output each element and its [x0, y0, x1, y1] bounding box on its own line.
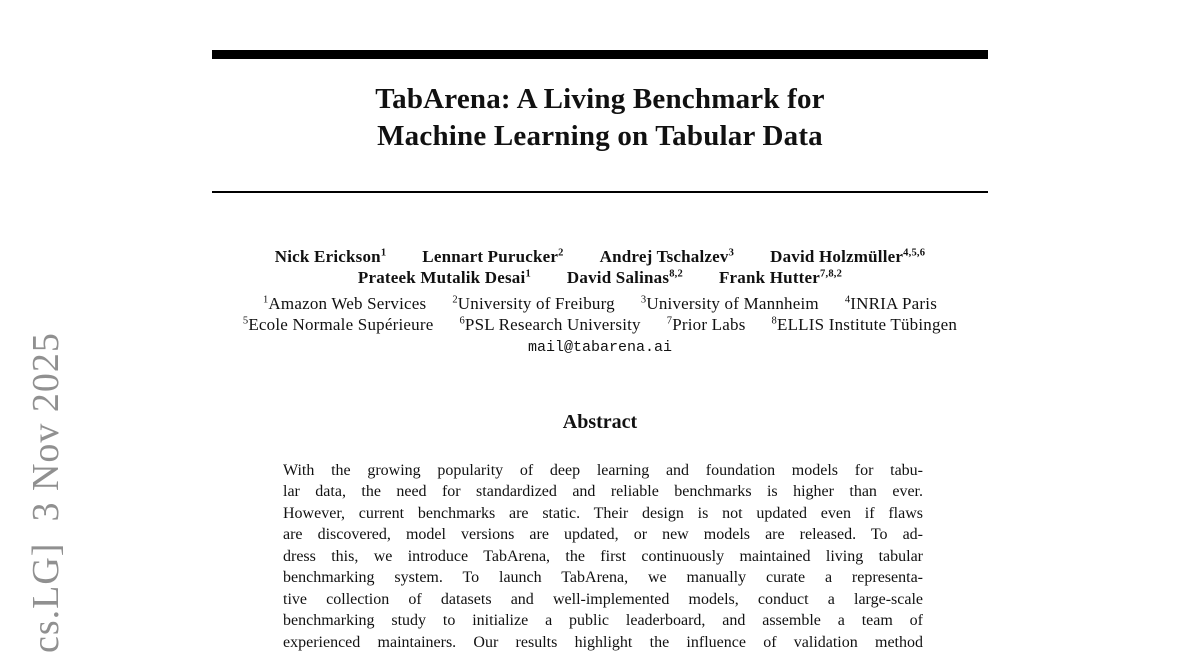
author-name-text: David Holzmüller [770, 247, 904, 266]
affiliation-item [459, 314, 640, 335]
paper-title [0, 81, 1200, 155]
author-name-text: Andrej Tschalzev [599, 247, 729, 266]
abstract-line: experienced maintainers. Our results highlight the influence of validation method [283, 633, 923, 651]
affiliation-item [452, 293, 615, 314]
affiliation-sup: 4 [844, 294, 851, 306]
title-rule-bottom [212, 191, 988, 193]
affiliation-name: ELLIS Institute Tübingen [777, 315, 958, 334]
abstract-line: With the growing popularity of deep learning and foundation models for tabu- [283, 462, 923, 479]
affiliation-item [263, 293, 426, 314]
affiliation-sup: 8 [771, 315, 777, 327]
affiliation-item [845, 293, 937, 314]
title-rule-top [212, 50, 988, 59]
affiliation-sup: 6 [459, 315, 465, 327]
affiliation-name: Amazon Web Services [268, 294, 427, 313]
author-sup: 3 [728, 247, 735, 259]
abstract-line: are discovered, model versions are updated, or new models are released. To ad- [283, 526, 923, 544]
author-name [567, 267, 683, 288]
contact-email: mail@tabarena.ai [527, 339, 673, 356]
author-name [600, 246, 734, 267]
abstract-line: However, current benchmarks are static. Their design is not updated even if flaws [283, 504, 923, 522]
author-name-text: Prateek Mutalik Desai [357, 268, 526, 287]
affiliation-row-1 [0, 293, 1200, 314]
affiliation-sup: 3 [640, 294, 647, 306]
abstract-line: benchmarking system. To launch TabArena, we manually curate a representa- [283, 569, 923, 587]
author-sup: 1 [380, 247, 387, 259]
author-name-text: Frank Hutter [718, 268, 821, 287]
paper-title-line1: TabArena: A Living Benchmark for [375, 83, 825, 115]
abstract-line: tive collection of datasets and well-implemented models, conduct a large-scale [283, 590, 923, 608]
affiliation-name: INRIA Paris [850, 294, 938, 313]
author-sup: 7,8,2 [820, 268, 843, 280]
author-name [770, 246, 925, 267]
abstract-line: benchmarking study to initialize a public leaderboard, and assemble a team of [283, 612, 923, 630]
abstract-line: dress this, we introduce TabArena, the first continuously maintained living tabular [283, 547, 923, 565]
author-sup: 4,5,6 [903, 247, 926, 259]
author-name-text: David Salinas [566, 268, 670, 287]
affiliation-name: Ecole Normale Supérieure [248, 315, 434, 334]
affiliation-sup: 1 [262, 294, 269, 306]
affiliation-sup: 7 [666, 315, 673, 327]
author-sup: 8,2 [669, 268, 683, 280]
affiliation-name: Prior Labs [672, 315, 746, 334]
author-name-text: Nick Erickson [274, 247, 381, 266]
author-row-2 [0, 267, 1200, 288]
abstract-line: lar data, the need for standardized and reliable benchmarks is higher than ever. [283, 483, 923, 501]
affiliation-item [641, 293, 819, 314]
arxiv-stamp: cs.LG] 3 Nov 2025 [25, 332, 67, 653]
author-sup: 1 [525, 268, 531, 280]
author-block [0, 246, 1200, 358]
affiliation-name: PSL Research University [464, 315, 641, 334]
affiliation-sup: 5 [242, 315, 249, 327]
author-sup: 2 [558, 247, 564, 259]
affiliation-sup: 2 [452, 294, 458, 306]
author-name [719, 267, 842, 288]
author-name [275, 246, 387, 267]
affiliation-row-2 [0, 314, 1200, 335]
affiliation-item [667, 314, 746, 335]
abstract-body [283, 460, 923, 653]
affiliation-item [243, 314, 434, 335]
author-name [358, 267, 531, 288]
affiliation-name: University of Freiburg [457, 294, 615, 313]
paper-title-line2: Machine Learning on Tabular Data [377, 120, 823, 152]
author-row-1 [0, 246, 1200, 267]
author-name [422, 246, 563, 267]
affiliation-name: University of Mannheim [646, 294, 819, 313]
author-name-text: Lennart Purucker [422, 247, 559, 266]
affiliation-item [772, 314, 958, 335]
abstract-heading: Abstract [562, 411, 638, 433]
